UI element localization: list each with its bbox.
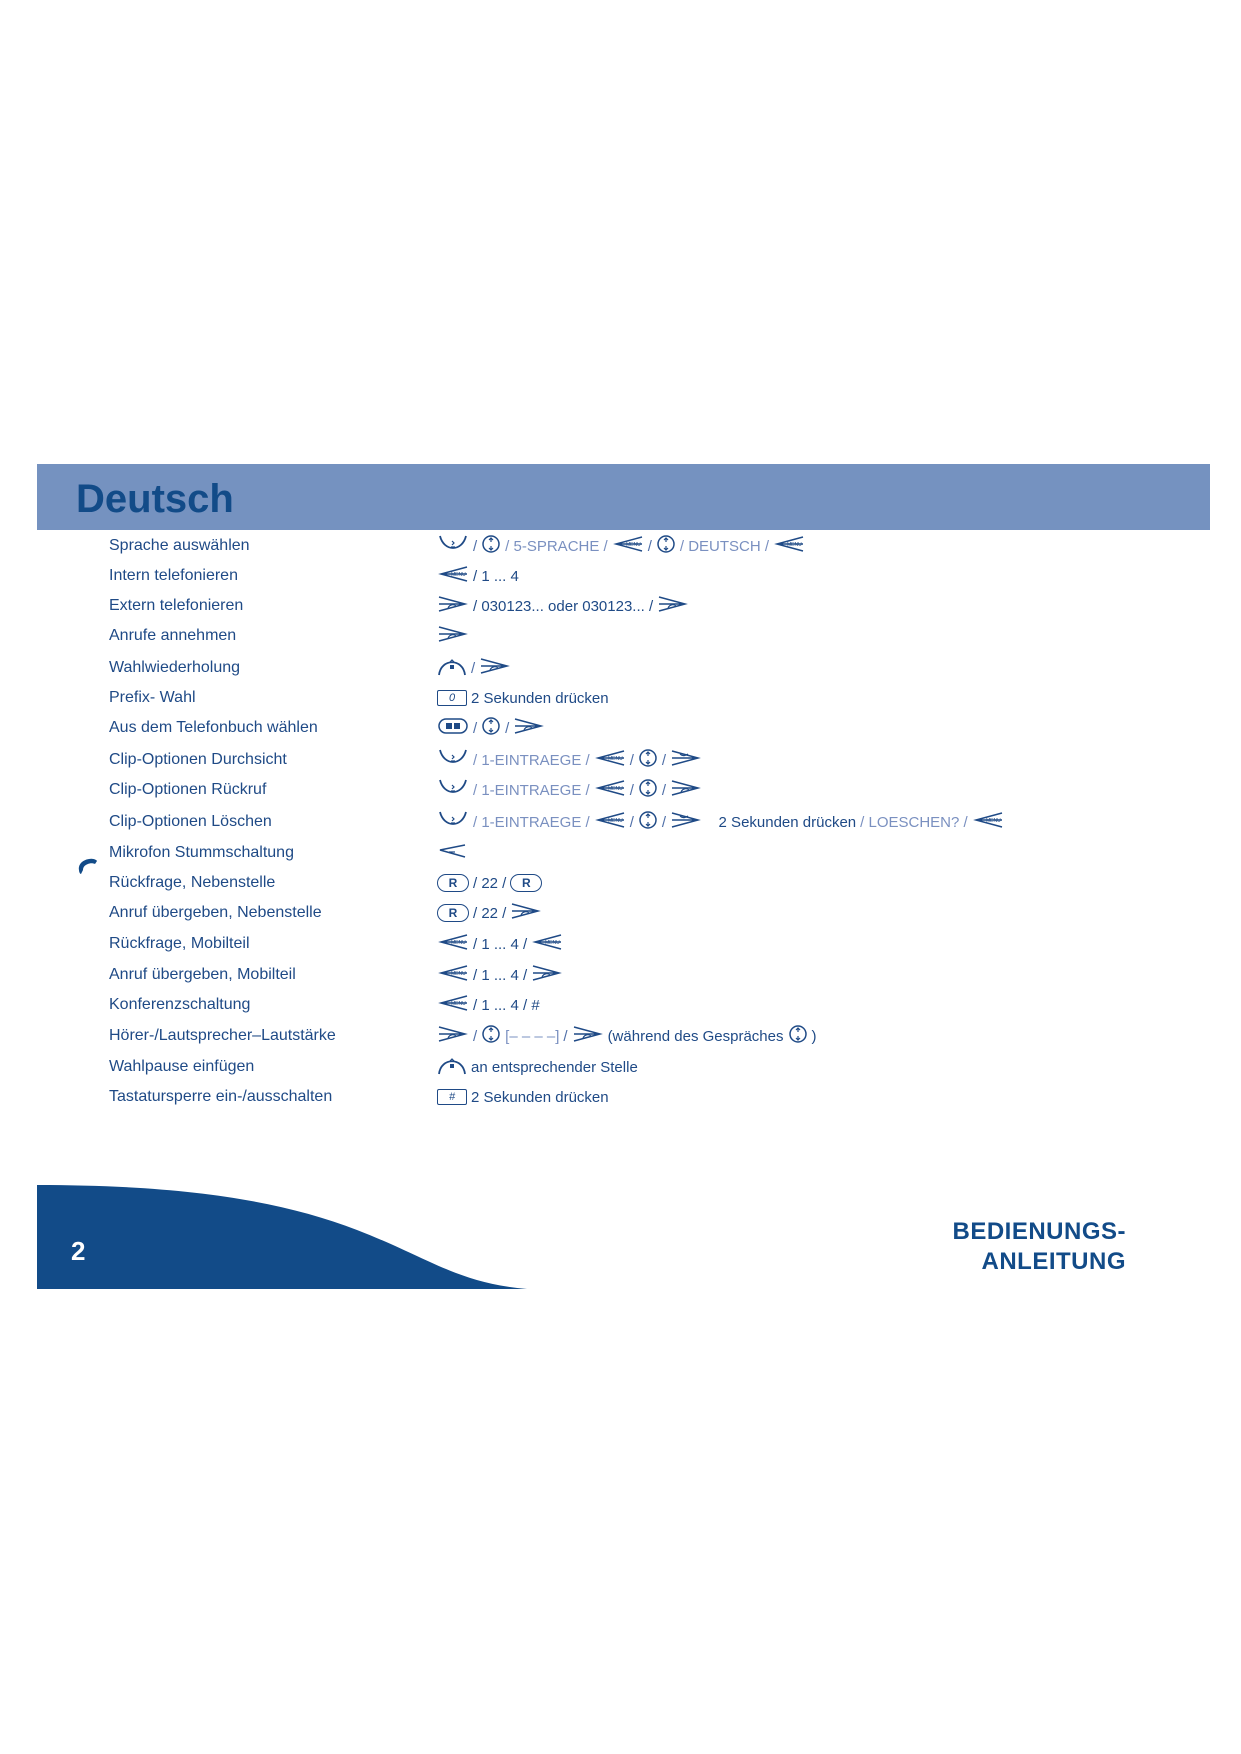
ok-key-icon xyxy=(437,994,469,1016)
function-label: Anrufe annehmen xyxy=(109,627,237,644)
end-key-icon xyxy=(670,811,702,833)
navigation-key-icon xyxy=(638,748,658,772)
instruction-text: / 1 ... 4 xyxy=(473,567,519,585)
table-row xyxy=(0,929,1241,959)
talk-key-icon xyxy=(572,1025,604,1047)
redial-key-icon xyxy=(437,655,467,681)
phonebook-key-icon xyxy=(437,717,469,739)
key-sequence xyxy=(437,838,469,868)
talk-key-icon xyxy=(437,1025,469,1047)
key-sequence xyxy=(437,745,702,775)
talk-key-icon xyxy=(531,964,563,986)
instruction-text: / 1 ... 4 / # xyxy=(473,996,540,1014)
function-label: Anruf übergeben, Mobilteil xyxy=(109,966,296,983)
table-row xyxy=(0,1021,1241,1051)
function-label: Rückfrage, Nebenstelle xyxy=(109,874,276,891)
key-sequence xyxy=(437,775,702,805)
table-row xyxy=(0,990,1241,1020)
navigation-key-icon xyxy=(481,1024,501,1048)
key-sequence xyxy=(437,1052,638,1082)
table-row xyxy=(0,531,1241,561)
language-header-bar xyxy=(37,464,1210,530)
function-label: Wahlpause einfügen xyxy=(109,1058,255,1075)
key-sequence xyxy=(437,898,542,928)
instruction-text: ) xyxy=(811,1027,817,1045)
key-sequence xyxy=(437,683,609,713)
ok-key-icon xyxy=(594,749,626,771)
display-text: / 1-EINTRAEGE / xyxy=(473,751,590,769)
separator: / xyxy=(661,751,667,769)
separator: / xyxy=(629,813,634,831)
separator: / xyxy=(661,781,667,799)
function-label: Extern telefonieren xyxy=(109,597,244,614)
navigation-key-icon xyxy=(481,716,501,740)
ok-key-icon xyxy=(773,535,805,557)
svg-text:MENU: MENU xyxy=(985,818,1001,824)
function-label: Anruf übergeben, Nebenstelle xyxy=(109,904,322,921)
svg-text:MENU: MENU xyxy=(607,818,623,824)
brand-line-1: BEDIENUNGS- xyxy=(952,1218,1126,1245)
key-sequence xyxy=(437,929,563,959)
menu-key-icon xyxy=(437,809,469,835)
ok-key-icon xyxy=(972,811,1004,833)
table-row xyxy=(0,745,1241,775)
separator: / xyxy=(629,751,634,769)
ok-key-icon xyxy=(437,964,469,986)
instruction-text: 2 Sekunden drücken xyxy=(471,1088,609,1106)
page-title: Deutsch xyxy=(76,477,234,521)
r-key-icon: R xyxy=(510,874,542,892)
menu-key-icon xyxy=(437,533,469,559)
page-number: 2 xyxy=(71,1236,86,1266)
ok-key-icon xyxy=(594,779,626,801)
separator: / xyxy=(563,1027,568,1045)
menu-key-icon xyxy=(437,777,469,803)
function-label: Sprache auswählen xyxy=(109,537,250,554)
footer-wave-shape xyxy=(37,1185,527,1290)
ok-key-icon xyxy=(437,933,469,955)
handset-icon xyxy=(76,856,100,876)
separator: / xyxy=(473,537,478,555)
talk-key-icon xyxy=(510,902,542,924)
function-label: Clip-Optionen Rückruf xyxy=(109,781,267,798)
separator: / xyxy=(661,813,667,831)
instruction-text: / 030123... oder 030123... / xyxy=(473,597,654,615)
table-row xyxy=(0,621,1241,651)
navigation-key-icon xyxy=(656,534,676,558)
svg-text:MENU: MENU xyxy=(451,1001,466,1007)
display-text: / DEUTSCH / xyxy=(679,537,770,555)
function-label: Prefix- Wahl xyxy=(109,689,196,706)
separator: / xyxy=(471,659,476,677)
separator: / xyxy=(647,537,652,555)
menu-key-icon xyxy=(437,747,469,773)
key-sequence xyxy=(437,960,563,990)
table-row xyxy=(0,653,1241,683)
separator: / xyxy=(505,719,510,737)
instruction-text: 2 Sekunden drücken xyxy=(706,813,857,831)
r-key-icon: R xyxy=(437,874,469,892)
navigation-key-icon xyxy=(638,810,658,834)
function-label: Hörer-/Lautsprecher–Lautstärke xyxy=(109,1027,336,1044)
function-label: Rückfrage, Mobilteil xyxy=(109,935,250,952)
table-row xyxy=(0,683,1241,713)
function-label: Konferenzschaltung xyxy=(109,996,251,1013)
instruction-text: / 22 / xyxy=(473,904,507,922)
end-key-icon xyxy=(670,749,702,771)
instruction-text: 2 Sekunden drücken xyxy=(471,689,609,707)
svg-text:MENU: MENU xyxy=(787,542,802,548)
function-label: Wahlwiederholung xyxy=(109,659,241,676)
function-label: Aus dem Telefonbuch wählen xyxy=(109,719,318,736)
table-row xyxy=(0,898,1241,928)
instruction-text: / 22 / xyxy=(473,874,507,892)
navigation-key-icon xyxy=(638,778,658,802)
display-text: / 1-EINTRAEGE / xyxy=(473,781,590,799)
svg-text:MENU: MENU xyxy=(607,756,623,762)
key-sequence xyxy=(437,1021,817,1051)
key-sequence xyxy=(437,868,542,898)
table-row xyxy=(0,591,1241,621)
table-row xyxy=(0,1082,1241,1112)
svg-text:MENU: MENU xyxy=(451,940,466,946)
table-row xyxy=(0,713,1241,743)
ok-key-icon xyxy=(594,811,626,833)
table-row xyxy=(0,838,1241,868)
talk-key-icon xyxy=(479,657,511,679)
key-button-icon: # xyxy=(437,1089,467,1105)
function-label: Clip-Optionen Löschen xyxy=(109,813,272,830)
table-row xyxy=(0,561,1241,591)
display-text: / 5-SPRACHE / xyxy=(505,537,608,555)
display-text: [– – – –] xyxy=(505,1027,560,1045)
key-sequence xyxy=(437,591,689,621)
talk-key-icon xyxy=(437,595,469,617)
key-sequence xyxy=(437,990,540,1020)
brand-line-2: ANLEITUNG xyxy=(981,1248,1126,1275)
instruction-text: / 1 ... 4 / xyxy=(473,935,528,953)
separator: / xyxy=(629,781,634,799)
table-row xyxy=(0,1052,1241,1082)
svg-text:MENU: MENU xyxy=(625,542,641,548)
svg-text:MENU: MENU xyxy=(451,572,466,578)
r-key-icon: R xyxy=(437,904,469,922)
instruction-text: an entsprechender Stelle xyxy=(471,1058,638,1076)
key-sequence xyxy=(437,621,469,651)
display-text: / 1-EINTRAEGE / xyxy=(473,813,590,831)
ok-key-icon xyxy=(531,933,563,955)
instruction-text: / 1 ... 4 / xyxy=(473,966,528,984)
talk-key-icon xyxy=(657,595,689,617)
talk-key-icon xyxy=(513,717,545,739)
redial-key-icon xyxy=(437,1054,467,1080)
svg-text:MENU: MENU xyxy=(545,940,560,946)
ok-key-icon xyxy=(612,535,644,557)
key-sequence xyxy=(437,713,545,743)
navigation-key-icon xyxy=(481,534,501,558)
svg-text:MENU: MENU xyxy=(607,786,623,792)
key-sequence xyxy=(437,561,519,591)
key-button-icon: 0 xyxy=(437,690,467,706)
key-sequence xyxy=(437,807,1004,837)
table-row xyxy=(0,960,1241,990)
key-sequence xyxy=(437,653,511,683)
table-row xyxy=(0,775,1241,805)
talk-key-icon xyxy=(670,779,702,801)
function-label: Tastatursperre ein-/ausschalten xyxy=(109,1088,333,1105)
display-text: / LOESCHEN? / xyxy=(860,813,968,831)
key-sequence xyxy=(437,1082,609,1112)
function-label: Clip-Optionen Durchsicht xyxy=(109,751,287,768)
mute-key-icon xyxy=(437,842,469,864)
talk-key-icon xyxy=(437,625,469,647)
function-label: Intern telefonieren xyxy=(109,567,238,584)
separator: / xyxy=(473,1027,478,1045)
instruction-text: (während des Gespräches xyxy=(607,1027,784,1045)
separator: / xyxy=(473,719,478,737)
table-row xyxy=(0,807,1241,837)
function-label: Mikrofon Stummschaltung xyxy=(109,844,294,861)
svg-text:MENU: MENU xyxy=(451,971,466,977)
ok-key-icon xyxy=(437,565,469,587)
key-sequence xyxy=(437,531,805,561)
brand-title xyxy=(952,1217,1126,1277)
table-row xyxy=(0,868,1241,898)
navigation-key-icon xyxy=(788,1024,808,1048)
